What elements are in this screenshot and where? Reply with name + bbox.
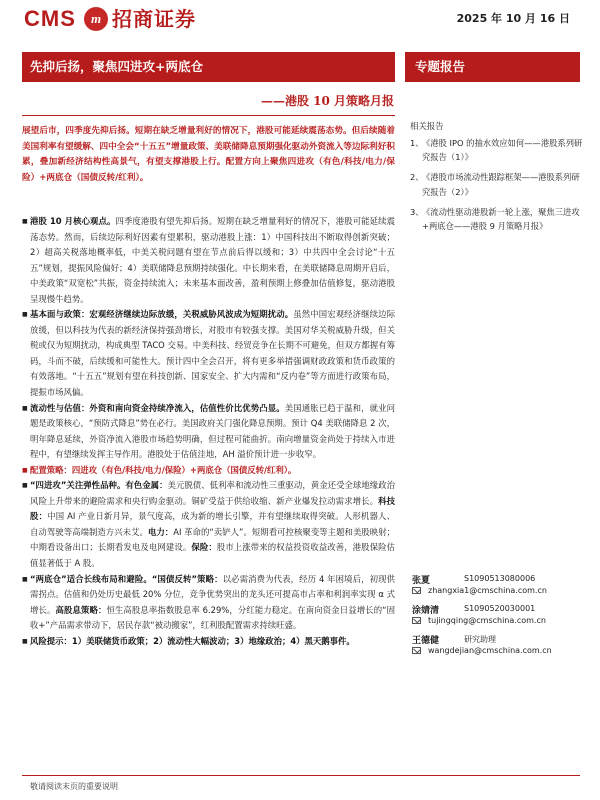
analyst-role: 研究助理 [464,635,496,644]
mail-icon [412,647,421,654]
paragraph-lead: 港股 10 月核心观点。 [30,216,116,226]
analyst-name: 王德健 [412,636,440,646]
analyst-email[interactable]: tujingqing@cmschina.com.cn [428,616,546,625]
paragraph-text: 虽然中国宏观经济继续边际放缓，但以科技为代表的新经济保持强劲增长，对股市有较强支撑。美国对华关税威胁升级，但关税或仅为短期扰动，构成典型 TACO 交易。中美科技、经贸竞争在长期不可避免，但双方都握有筹码，斗而不破，后续缓和可能性大。预计四中全会召开，将有更多举措强调财政政策和货币政策的有效落地。“十五五”规划有望在科技创新、国家安全、扩大内需和“反内卷”等方面进行政策布局，提振市场风偏。 [30,309,396,398]
footer-disclaimer: 敬请阅读末页的重要说明 [30,782,118,791]
related-report-number: 2、 [410,172,424,183]
body-paragraph-two-base [22,572,395,634]
body-paragraph-fundamentals [22,307,395,400]
body-paragraph-risk [22,634,395,650]
paragraph-keyword: 电力： [147,526,174,537]
logo-badge-icon: m [84,7,108,31]
paragraph-lead: “四进攻”关注弹性品种。有色金属： [30,480,168,491]
paragraph-keyword: 科技股： [30,495,396,522]
related-report-number: 3、 [410,206,424,217]
body-paragraph-core-view [22,214,395,307]
footer-divider [22,775,580,776]
paragraph-keyword: 高股息策略： [55,604,107,615]
report-date: 2025 年 10 月 16 日 [456,12,570,25]
mail-icon [412,587,421,594]
mail-icon [412,617,421,624]
logo-latin: CMS [24,6,76,31]
title-divider [22,115,395,116]
logo-chinese-name: 招商证券 [112,7,196,31]
paragraph-text: 恒生高股息率指数股息率 6.29%，分红能力稳定。在南向资金日益增长的“固收+”产品需求带动下，居民存款“被动搬家”，红利股配置需求持续旺盛。 [30,604,396,631]
paragraph-text: 以必需消费为代表，经历 4 年困境后，初现供需拐点。估值和仍处历史最低 20% 分位，竞争优势突出的龙头还可提高市占率和利润率实现 α 式增长。 [30,573,396,615]
paragraph-text: 美元脱债、低利率和流动性三重驱动，黄金还受全球地缘政治风险上升带来的避险需求和央行购金驱动。铜矿受益于供给收缩、新产业爆发拉动需求增长。 [30,480,396,506]
analyst-entry [412,633,582,663]
paragraph-text: 股市上涨带来的权益投资收益改善，港股保险估值显著低于 A 股。 [30,542,396,569]
related-reports-list [410,136,585,239]
report-title: 先抑后扬，聚焦四进攻+两底仓 [30,59,203,74]
body-paragraph-four-offense [22,478,395,571]
analyst-entry [412,603,582,633]
report-body [22,214,395,649]
related-report-title: 《流动性驱动港股新一轮上涨，聚焦三进攻+两底仓——港股 9 月策略月报》 [422,206,580,232]
analyst-name: 涂婧清 [412,606,440,616]
paragraph-text: 美国通胀已趋于温和，就业问题是政策核心，“预防式降息”势在必行。美国政府关门强化降息预期。预计 Q4 美联储降息 2 次，明年降息延续，外资净流入港股市场趋势明确，但过程可能曲折。南向增量资金尚处于持续入市进程中，有望继续发挥主导作用。港股处于估值洼地，AH 溢价预计进一步收窄。 [30,402,396,460]
body-paragraph-liquidity [22,401,395,463]
title-band [22,52,395,82]
analyst-certificate: S1090520030001 [464,604,536,613]
related-report-item[interactable] [410,170,585,198]
related-reports-title: 相关报告 [410,121,444,131]
analyst-email[interactable]: zhangxia1@cmschina.com.cn [428,586,547,595]
side-title-band [405,52,580,82]
related-report-item[interactable] [410,205,585,233]
paragraph-lead: 基本面与政策：宏观经济继续边际放缓，关税威胁风波成为短期扰动。 [30,309,294,320]
related-report-title: 《港股市场流动性跟踪框架——港股系列研究报告（2）》 [422,172,580,197]
paragraph-lead: 配置策略：四进攻（有色/科技/电力/保险）+两底仓（国债反转/红利）。 [30,464,297,475]
paragraph-text: 四季度港股有望先抑后扬。短期在缺乏增量利好的情况下，港股可能延续震荡态势。然而，后续边际利好因素有望累积，驱动港股上涨：1）中国科技出不断取得创新突破；2）超高关税落地概率低，中美关税问题有望在节点前后得以缓和；3）中共四中全会讨论“十五五”规划，提振风险偏好；4）美联储降息预期持续强化。中长期来看，在美联储降息周期开启后，中美政策“双宽松”共振，资金持续流入；未来基本面改善，盈利预期上修叠加估值修复，驱动港股呈现慢牛趋势。 [30,216,395,304]
paragraph-lead: “两底仓”适合长线布局和避险。“国债反转”策略： [30,573,223,584]
body-paragraph-allocation [22,463,395,479]
paragraph-keyword: 保险： [191,542,217,553]
paragraph-lead: 风险提示：1）美联储货币政策；2）流动性大幅波动；3）地缘政治；4）黑天鹅事件。 [30,635,355,646]
analyst-entry [412,573,582,603]
paragraph-text: 中国 AI 产业日新月异，景气度高，成为新的增长引擎，并有望继续取得突破。人形机器人、自动驾驶等高端制造方兴未艾。 [30,511,395,537]
related-report-number: 1、 [410,138,424,148]
company-logo [24,4,264,34]
report-subtitle: ——港股 10 月策略月报 [260,94,394,108]
analyst-name: 张夏 [412,576,431,586]
related-report-item[interactable] [410,136,585,164]
analyst-list [412,573,582,663]
paragraph-text: AI 革命的“卖铲人”。短期看可控核聚变等主题和美股映射；中期看设备出口；长期看发电及电网建设。 [30,526,396,553]
analyst-certificate: S1090513080006 [464,574,536,583]
related-report-title: 《港股 IPO 的抽水效应如何——港股系列研究报告（1）》 [422,138,583,163]
analyst-email[interactable]: wangdejian@cmschina.com.cn [428,646,552,655]
side-title: 专题报告 [415,59,466,74]
paragraph-lead: 流动性与估值：外资和南向资金持续净流入，估值性价比优势凸显。 [30,402,285,413]
summary-paragraph: 展望后市，四季度先抑后扬。短期在缺乏增量利好的情况下，港股可能延续震荡态势。但后续随着美国利率有望缓解、四中全会“十五五”增量政策、美联储降息预期强化驱动外资流入等边际利好积累，叠加新经济结构性高景气，有望支撑港股上行。配置方向上聚焦四进攻（有色/科技/电力/保险）+两底仓（国债反转/红利）。 [22,126,395,183]
